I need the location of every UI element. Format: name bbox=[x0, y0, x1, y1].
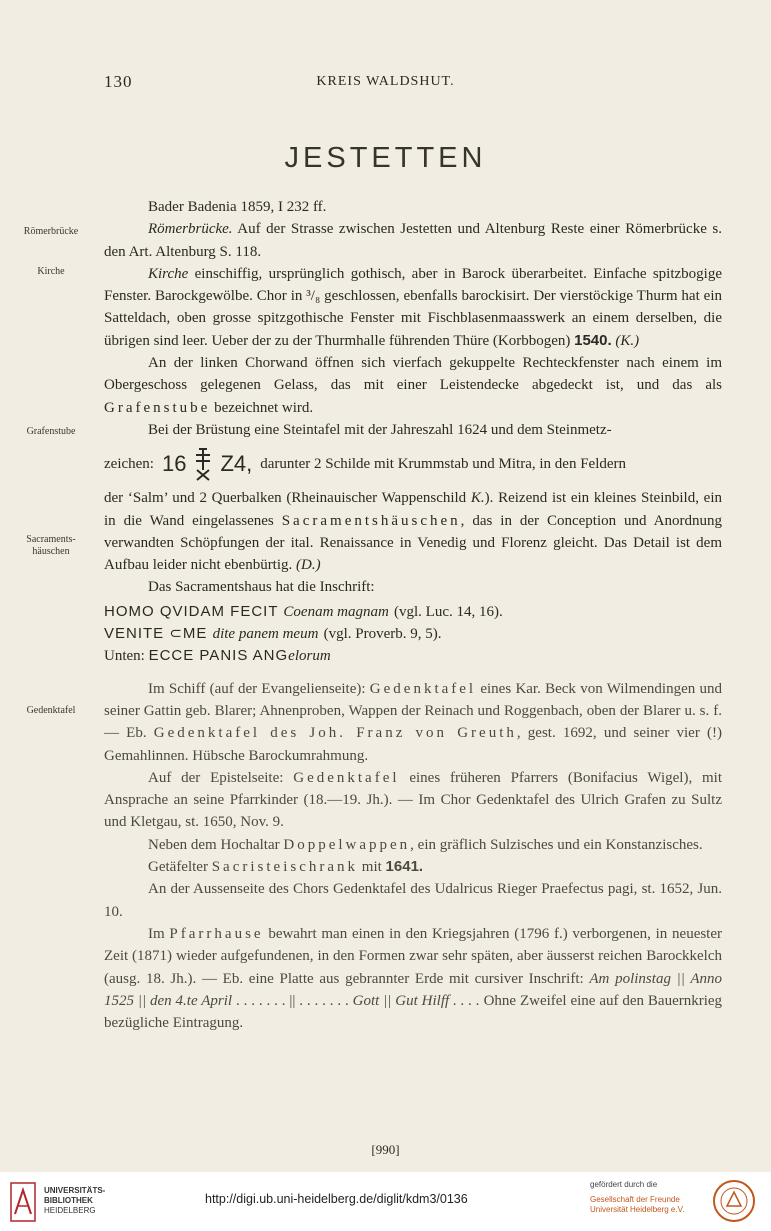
library-logo-icon bbox=[10, 1182, 36, 1222]
stonemason-mark-line: zeichen: 16 Z4, darunter 2 Schilde mit Krummstab und Mitra, in den Feldern bbox=[104, 443, 722, 485]
author-initial-d: (D.) bbox=[296, 557, 321, 574]
bibliography-line: Bader Badenia 1859, I 232 ff. bbox=[148, 199, 327, 215]
paragraph-doppelwappen: Neben dem Hochaltar Doppelwappen, ein gräflich Sulzisches und ein Konstanzisches. bbox=[148, 836, 703, 853]
paragraph-roemerbruecke: Römerbrücke. Auf der Strasse zwischen Jestetten und Altenburg Reste einer Römerbrücke s. den Art. Altenburg S. 118. bbox=[104, 221, 722, 260]
term-roemerbruecke: Römerbrücke. bbox=[148, 221, 233, 238]
lower-section bbox=[104, 678, 722, 1035]
paragraph-sacristeischrank: Getäfelter Sacristeischrank mit 1641. bbox=[148, 858, 424, 876]
spaced-sacramentshaeuschen: Sacramentshäuschen bbox=[281, 512, 461, 529]
stonemason-mark-icon bbox=[192, 446, 214, 482]
permalink-url[interactable]: http://digi.ub.uni-heidelberg.de/diglit/kdm3/0136 bbox=[205, 1192, 468, 1206]
author-initial-k: (K.) bbox=[615, 332, 640, 349]
running-title: KREIS WALDSHUT. bbox=[316, 74, 455, 89]
margin-note-roemerbruecke: Römerbrücke bbox=[23, 226, 79, 237]
digitization-footer bbox=[0, 1172, 771, 1231]
margin-note-grafenstube: Grafenstube bbox=[26, 426, 76, 437]
margin-note-kirche: Kirche bbox=[37, 266, 65, 277]
sponsor-seal-icon bbox=[711, 1178, 757, 1224]
page-marker: [990] bbox=[371, 1142, 400, 1157]
paragraph-rieger: An der Aussenseite des Chors Gedenktafel des Udalricus Rieger Praefectus pagi, st. 1652, Jun. 10. bbox=[104, 881, 722, 920]
page-title: JESTETTEN bbox=[284, 142, 487, 174]
year-1540: 1540. bbox=[574, 331, 612, 349]
paragraph-grafenstube: An der linken Chorwand öffnen sich vierfach gekuppelte Rechteckfenster nach einem im Obergeschoss gelegenen Gelass, das mit einer Leistendecke abgedeckt ist, und das als Grafenstube bezeichnet wird. bbox=[104, 355, 722, 416]
paragraph-gedenktafel-epistelseite: Auf der Epistelseite: Gedenktafel eines früheren Pfarrers (Bonifacius Wigel), mit Ansprache an seine Pfarrkinder (18.—19. Jh.). — Im Chor Gedenktafel des Ulrich Grafen zu Sultz und Kletgau, st. 1650, Nov. 9. bbox=[104, 769, 723, 831]
library-name: UNIVERSITÄTS- BIBLIOTHEK HEIDELBERG bbox=[44, 1186, 106, 1215]
inscription-line-1: HOMO QVIDAM FECIT Coenam magnam (vgl. Luc. 14, 16). bbox=[104, 602, 503, 620]
cursive-inscription-1: Am polinstag || Anno 1525 || den 4.te April bbox=[104, 970, 722, 1009]
inscription-intro: Das Sacramentshaus hat die Inschrift: bbox=[148, 579, 375, 596]
margin-note-sacramentshaeuschen: Sacraments-häuschen bbox=[26, 534, 76, 557]
paragraph-steintafel: Bei der Brüstung eine Steintafel mit der Jahreszahl 1624 und dem Steinmetz- bbox=[148, 421, 612, 438]
paragraph-kirche: Kirche einschiffig, ursprünglich gothisch, aber in Barock überarbeitet. Einfache spitzbogige Fenster. Barockgewölbe. Chor in ³/₈ geschlossen, ebenfalls barockisirt. Der vierstöckige Thurm hat ein Satteldach, oben grosse spitzgothische Fenster mit Fischblasenmaasswerk an einem derselben, die übrigen sind leer. Ueber der zu der Thurmhalle führenden Thüre (Korbbogen) 1540. (K.) bbox=[104, 265, 722, 349]
cursive-inscription-2: Gott || Gut Hilff . . . . bbox=[352, 992, 480, 1009]
body-text bbox=[104, 196, 722, 1034]
margin-note-gedenktafel: Gedenktafel bbox=[26, 705, 76, 716]
paragraph-pfarrhaus: Im Pfarrhause bewahrt man einen in den Kriegsjahren (1796 f.) verborgenen, in neuester Zeit (1871) wieder aufgefundenen, in den Formen zwar sehr späten, aber äusserst reichen Barockkelch (ausg. 18. Jh.). — Eb. eine Platte aus gebrannter Erde mit cursiver Inschrift: Am polinstag || Anno 1525 || den 4.te April . . . . . . . || . . . . . . . Gott || Gut Hilff . . . . Ohne Zweifel eine auf den Bauernkrieg bezügliche Eintragung. bbox=[104, 925, 723, 1032]
term-kirche: Kirche bbox=[148, 265, 189, 282]
page-number: 130 bbox=[104, 72, 133, 91]
spaced-grafenstube: Grafenstube bbox=[104, 399, 211, 416]
inscription-line-3: Unten: ECCE PANIS ANGelorum bbox=[104, 647, 331, 665]
sponsor-text: gefördert durch die Gesellschaft der Freunde Universität Heidelberg e.V. bbox=[590, 1180, 685, 1214]
year-1641: 1641. bbox=[385, 858, 424, 876]
stonemason-mark: 16 Z4, bbox=[162, 446, 252, 482]
paragraph-sacramentshaeuschen: der ‘Salm’ und 2 Querbalken (Rheinauischer Wappenschild K.). Reizend ist ein kleines Steinbild, ein in die Wand eingelassenes Sacramentshäuschen, das in der Conception und Anordnung verwandten Schöpfungen der ital. Renaissance in Venedig und Florenz gleicht. Das Detail ist dem Aufbau leider nicht ebenbürtig. (D.) bbox=[104, 490, 722, 574]
paragraph-gedenktafel-evangelienseite: Im Schiff (auf der Evangelienseite): Gedenktafel eines Kar. Beck von Wilmendingen und seiner Gattin geb. Blarer; Ahnenproben, Wappen der Reinach und Roggenbach, oben der Blarer u. s. f. — Eb. Gedenktafel des Joh. Franz von Greuth, gest. 1692, und seiner vier (!) Gemahlinnen. Hübsche Barockumrahmung. bbox=[104, 680, 722, 764]
inscription-line-2: VENITE ⊂ME dite panem meum (vgl. Proverb. 9, 5). bbox=[104, 625, 442, 643]
